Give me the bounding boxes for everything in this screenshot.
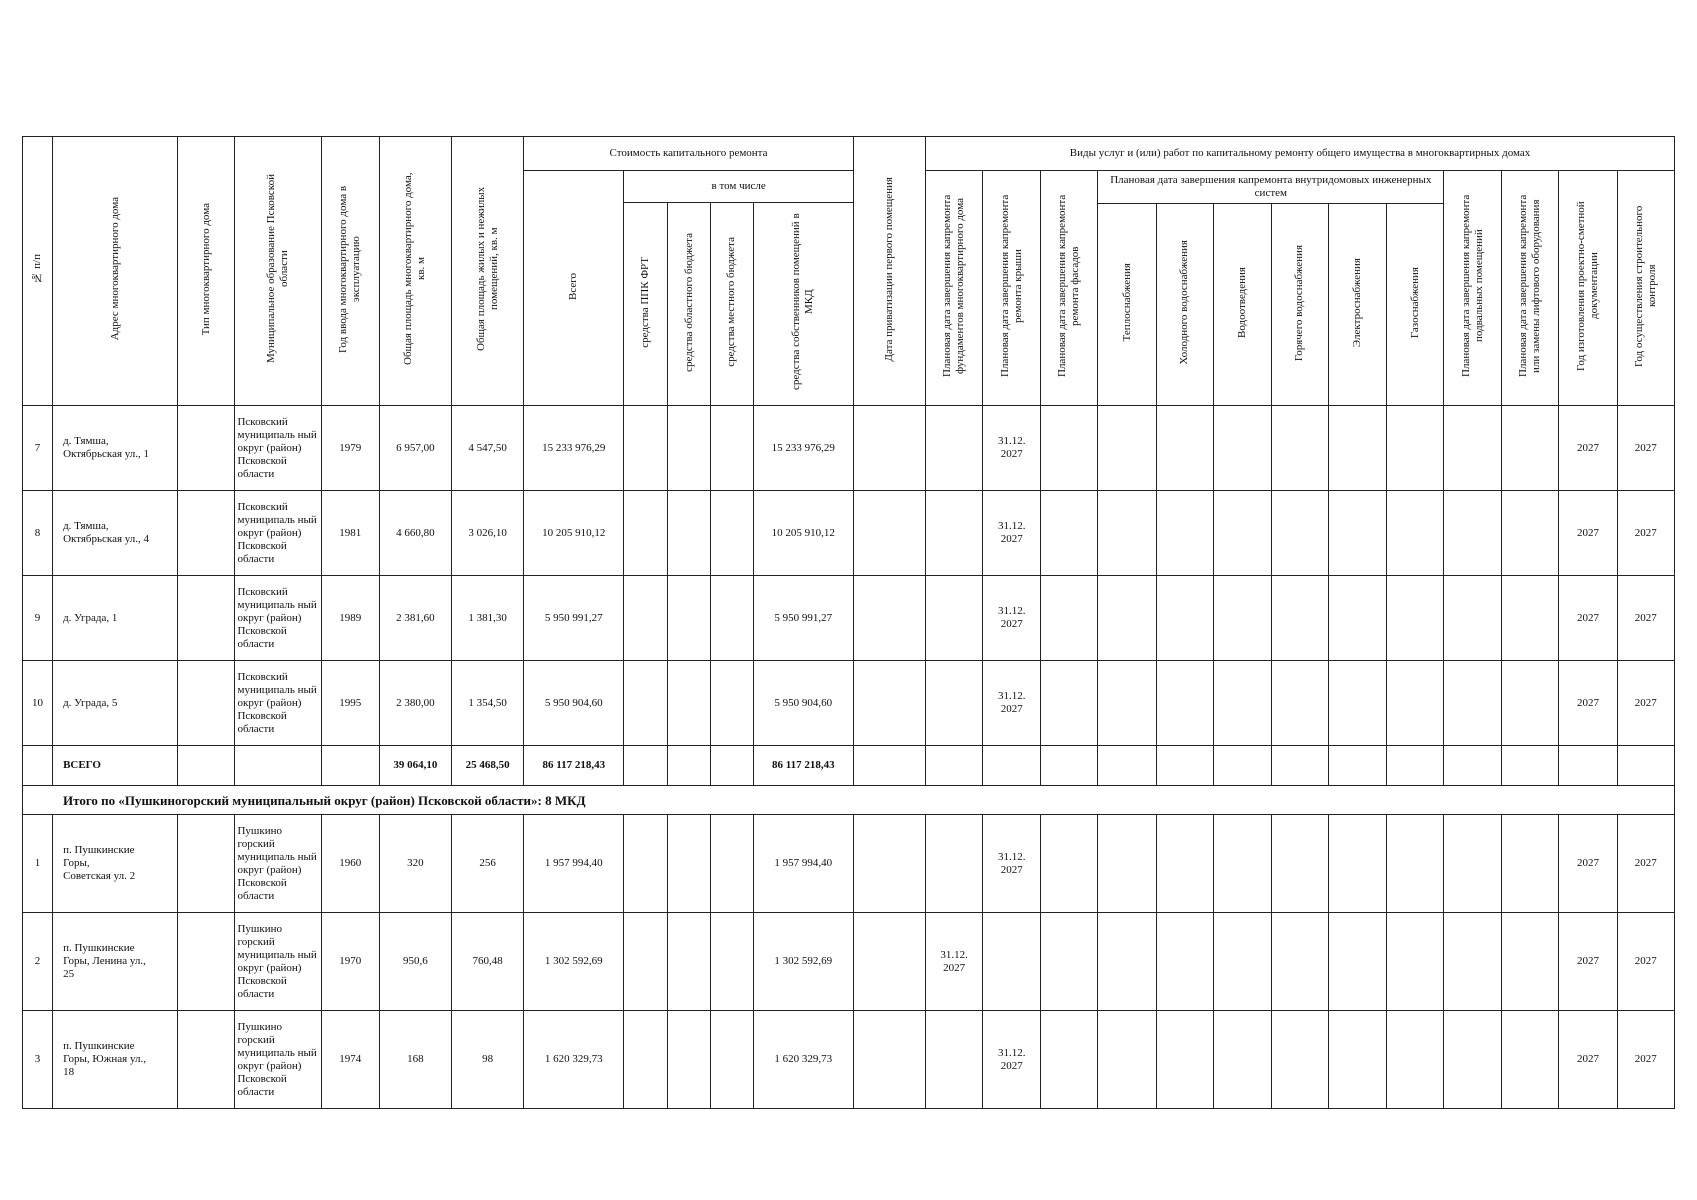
- cell-num: 8: [23, 491, 53, 576]
- section-title: Итого по «Пушкиногорский муниципальный округ (район) Псковской области»: 8 МКД: [23, 786, 1675, 815]
- header-sewer: Водоотведения: [1213, 204, 1271, 406]
- cell-heat: [1098, 1011, 1156, 1109]
- cell-gas: [1387, 913, 1444, 1011]
- cell-address: п. Пушкинские Горы, Ленина ул., 25: [53, 913, 178, 1011]
- cell-roof: 31.12. 2027: [983, 1011, 1041, 1109]
- cell-design-year: 2027: [1559, 406, 1617, 491]
- header-basement: Плановая дата завершения капремонта подвальных помещений: [1444, 171, 1502, 406]
- cell-owners: 10 205 910,12: [753, 491, 853, 576]
- cell-control-year: 2027: [1617, 576, 1674, 661]
- table-header: [23, 137, 1675, 406]
- cell-heat: [1098, 406, 1156, 491]
- total-area: 39 064,10: [379, 746, 451, 786]
- cell-municipality: Псковский муниципаль ный округ (район) Псковской области: [235, 661, 321, 746]
- total-row: [23, 746, 1675, 786]
- header-cost-group: Стоимость капитального ремонта: [524, 137, 854, 171]
- cell-cost-total: 15 233 976,29: [524, 406, 624, 491]
- cell-year-built: 1995: [321, 661, 379, 746]
- cell-municipality: Псковский муниципаль ный округ (район) Псковской области: [235, 491, 321, 576]
- cell-privatization: [853, 1011, 925, 1109]
- cell-hot-water: [1271, 406, 1328, 491]
- cell-design-year: 2027: [1559, 576, 1617, 661]
- header-total-area: Общая площадь многоквартирного дома, кв. м: [379, 137, 451, 406]
- cell-roof: 31.12. 2027: [983, 815, 1041, 913]
- cell-ppk: [624, 815, 668, 913]
- cell-facade: [1041, 913, 1098, 1011]
- cell-foundation: [926, 815, 983, 913]
- cell-facade: [1041, 576, 1098, 661]
- cell-gas: [1387, 815, 1444, 913]
- header-hot-water: Горячего водоснабжения: [1271, 204, 1328, 406]
- cell-gas: [1387, 491, 1444, 576]
- cell-control-year: 2027: [1617, 815, 1674, 913]
- table-row: [23, 1011, 1675, 1109]
- cell-living-area: 98: [451, 1011, 523, 1109]
- table-row: [23, 913, 1675, 1011]
- cell-num: 1: [23, 815, 53, 913]
- cell-electric: [1328, 913, 1386, 1011]
- cell-basement: [1444, 491, 1502, 576]
- cell-local: [710, 661, 753, 746]
- section-row: [23, 786, 1675, 815]
- header-address: Адрес многоквартирного дома: [53, 137, 178, 406]
- cell-living-area: 256: [451, 815, 523, 913]
- cell-roof: 31.12. 2027: [983, 406, 1041, 491]
- cell-roof: 31.12. 2027: [983, 661, 1041, 746]
- table-row: [23, 406, 1675, 491]
- cell-sewer: [1213, 406, 1271, 491]
- header-year-built: Год ввода многоквартирного дома в эксплуатацию: [321, 137, 379, 406]
- cell-hot-water: [1271, 661, 1328, 746]
- cell-cold-water: [1156, 913, 1213, 1011]
- cell-heat: [1098, 661, 1156, 746]
- cell-address: п. Пушкинские Горы, Советская ул. 2: [53, 815, 178, 913]
- cell-total-area: 4 660,80: [379, 491, 451, 576]
- cell-electric: [1328, 406, 1386, 491]
- cell-electric: [1328, 661, 1386, 746]
- cell-cost-total: 5 950 904,60: [524, 661, 624, 746]
- cell-gas: [1387, 1011, 1444, 1109]
- cell-control-year: 2027: [1617, 406, 1674, 491]
- cell-sewer: [1213, 661, 1271, 746]
- cell-sewer: [1213, 491, 1271, 576]
- cell-regional: [668, 815, 710, 913]
- cell-electric: [1328, 576, 1386, 661]
- cell-sewer: [1213, 815, 1271, 913]
- header-cost-total: Всего: [524, 171, 624, 406]
- header-electric: Электроснабжения: [1328, 204, 1386, 406]
- cell-privatization: [853, 913, 925, 1011]
- header-cold-water: Холодного водоснабжения: [1156, 204, 1213, 406]
- cell-num: 10: [23, 661, 53, 746]
- cell-owners: 15 233 976,29: [753, 406, 853, 491]
- cell-year-built: 1989: [321, 576, 379, 661]
- cell-type: [178, 491, 235, 576]
- cell-control-year: 2027: [1617, 913, 1674, 1011]
- cell-foundation: [926, 661, 983, 746]
- cell-hot-water: [1271, 491, 1328, 576]
- cell-basement: [1444, 406, 1502, 491]
- cell-gas: [1387, 661, 1444, 746]
- cell-address: п. Пушкинские Горы, Южная ул., 18: [53, 1011, 178, 1109]
- cell-total-area: 950,6: [379, 913, 451, 1011]
- cell-privatization: [853, 406, 925, 491]
- cell-local: [710, 913, 753, 1011]
- cell-regional: [668, 406, 710, 491]
- cell-type: [178, 815, 235, 913]
- cell-privatization: [853, 661, 925, 746]
- cell-municipality: Пушкино горский муниципаль ный округ (район) Псковской области: [235, 815, 321, 913]
- cell-ppk: [624, 491, 668, 576]
- cell-facade: [1041, 491, 1098, 576]
- cell-address: д. Тямша, Октябрьская ул., 4: [53, 491, 178, 576]
- cell-local: [710, 576, 753, 661]
- header-facade: Плановая дата завершения капремонта ремонта фасадов: [1041, 171, 1098, 406]
- header-design-year: Год изготовления проектно-сметной документации: [1559, 171, 1617, 406]
- cell-num: 9: [23, 576, 53, 661]
- cell-basement: [1444, 815, 1502, 913]
- cell-hot-water: [1271, 815, 1328, 913]
- header-gas: Газоснабжения: [1387, 204, 1444, 406]
- cell-address: д. Уграда, 1: [53, 576, 178, 661]
- cell-cold-water: [1156, 576, 1213, 661]
- cell-living-area: 4 547,50: [451, 406, 523, 491]
- cell-year-built: 1974: [321, 1011, 379, 1109]
- cell-design-year: 2027: [1559, 661, 1617, 746]
- table-body-top: [23, 406, 1675, 746]
- total-living: 25 468,50: [451, 746, 523, 786]
- cell-cost-total: 5 950 991,27: [524, 576, 624, 661]
- cell-electric: [1328, 491, 1386, 576]
- table-total: [23, 746, 1675, 815]
- header-living-area: Общая площадь жилых и нежилых помещений, кв. м: [451, 137, 523, 406]
- cell-regional: [668, 1011, 710, 1109]
- header-municipality: Муниципальное образование Псковской области: [235, 137, 321, 406]
- cell-foundation: [926, 406, 983, 491]
- cell-design-year: 2027: [1559, 913, 1617, 1011]
- cell-basement: [1444, 576, 1502, 661]
- cell-foundation: [926, 1011, 983, 1109]
- cell-elevator: [1502, 1011, 1559, 1109]
- header-systems-group: Плановая дата завершения капремонта внутридомовых инженерных систем: [1098, 171, 1444, 204]
- cell-cost-total: 1 620 329,73: [524, 1011, 624, 1109]
- cell-total-area: 2 380,00: [379, 661, 451, 746]
- cell-cold-water: [1156, 491, 1213, 576]
- capital-repair-table: [22, 136, 1675, 1109]
- cell-cold-water: [1156, 661, 1213, 746]
- cell-elevator: [1502, 491, 1559, 576]
- cell-local: [710, 406, 753, 491]
- cell-cold-water: [1156, 406, 1213, 491]
- cell-elevator: [1502, 661, 1559, 746]
- cell-owners: 1 957 994,40: [753, 815, 853, 913]
- cell-address: д. Тямша, Октябрьская ул., 1: [53, 406, 178, 491]
- cell-total-area: 168: [379, 1011, 451, 1109]
- cell-num: 7: [23, 406, 53, 491]
- cell-foundation: [926, 491, 983, 576]
- cell-cold-water: [1156, 815, 1213, 913]
- total-owners: 86 117 218,43: [753, 746, 853, 786]
- cell-type: [178, 406, 235, 491]
- cell-cost-total: 10 205 910,12: [524, 491, 624, 576]
- cell-living-area: 1 354,50: [451, 661, 523, 746]
- cell-year-built: 1960: [321, 815, 379, 913]
- cell-heat: [1098, 491, 1156, 576]
- cell-elevator: [1502, 576, 1559, 661]
- cell-address: д. Уграда, 5: [53, 661, 178, 746]
- cell-municipality: Псковский муниципаль ный округ (район) Псковской области: [235, 576, 321, 661]
- header-incl: в том числе: [624, 171, 854, 203]
- cell-electric: [1328, 815, 1386, 913]
- table-row: [23, 661, 1675, 746]
- capital-repair-table-sheet: [22, 136, 1675, 1109]
- cell-total-area: 320: [379, 815, 451, 913]
- cell-privatization: [853, 815, 925, 913]
- cell-hot-water: [1271, 913, 1328, 1011]
- cell-num: 3: [23, 1011, 53, 1109]
- cell-hot-water: [1271, 1011, 1328, 1109]
- cell-control-year: 2027: [1617, 1011, 1674, 1109]
- cell-design-year: 2027: [1559, 491, 1617, 576]
- cell-sewer: [1213, 913, 1271, 1011]
- cell-elevator: [1502, 406, 1559, 491]
- cell-total-area: 2 381,60: [379, 576, 451, 661]
- header-owners: средства собственников помещений в МКД: [753, 203, 853, 406]
- cell-type: [178, 576, 235, 661]
- cell-roof: 31.12. 2027: [983, 491, 1041, 576]
- header-privatization: Дата приватизации первого помещения: [853, 137, 925, 406]
- cell-basement: [1444, 661, 1502, 746]
- cell-regional: [668, 576, 710, 661]
- cell-design-year: 2027: [1559, 1011, 1617, 1109]
- cell-design-year: 2027: [1559, 815, 1617, 913]
- cell-hot-water: [1271, 576, 1328, 661]
- cell-year-built: 1970: [321, 913, 379, 1011]
- cell-num: 2: [23, 913, 53, 1011]
- cell-total-area: 6 957,00: [379, 406, 451, 491]
- cell-facade: [1041, 406, 1098, 491]
- cell-regional: [668, 491, 710, 576]
- cell-type: [178, 1011, 235, 1109]
- table-body-bottom: [23, 815, 1675, 1109]
- cell-regional: [668, 913, 710, 1011]
- cell-facade: [1041, 661, 1098, 746]
- cell-heat: [1098, 815, 1156, 913]
- cell-ppk: [624, 406, 668, 491]
- cell-living-area: 760,48: [451, 913, 523, 1011]
- header-type: Тип многоквартирного дома: [178, 137, 235, 406]
- header-foundation: Плановая дата завершения капремонта фундаментов многоквартирного дома: [926, 171, 983, 406]
- cell-privatization: [853, 576, 925, 661]
- header-heat: Теплоснабжения: [1098, 204, 1156, 406]
- cell-cold-water: [1156, 1011, 1213, 1109]
- cell-ppk: [624, 913, 668, 1011]
- cell-year-built: 1979: [321, 406, 379, 491]
- cell-ppk: [624, 1011, 668, 1109]
- cell-gas: [1387, 576, 1444, 661]
- cell-year-built: 1981: [321, 491, 379, 576]
- cell-municipality: Пушкино горский муниципаль ный округ (район) Псковской области: [235, 1011, 321, 1109]
- table-row: [23, 491, 1675, 576]
- cell-control-year: 2027: [1617, 661, 1674, 746]
- cell-roof: 31.12. 2027: [983, 576, 1041, 661]
- cell-elevator: [1502, 913, 1559, 1011]
- cell-owners: 5 950 991,27: [753, 576, 853, 661]
- cell-ppk: [624, 661, 668, 746]
- header-local: средства местного бюджета: [710, 203, 753, 406]
- header-works-group: Виды услуг и (или) работ по капитальному ремонту общего имущества в многоквартирных домах: [926, 137, 1675, 171]
- header-elevator: Плановая дата завершения капремонта или замены лифтового оборудования: [1502, 171, 1559, 406]
- cell-privatization: [853, 491, 925, 576]
- cell-foundation: 31.12. 2027: [926, 913, 983, 1011]
- cell-regional: [668, 661, 710, 746]
- header-control-year: Год осуществления строительного контроля: [1617, 171, 1674, 406]
- header-num: № п/п: [23, 137, 53, 406]
- cell-living-area: 1 381,30: [451, 576, 523, 661]
- cell-facade: [1041, 815, 1098, 913]
- header-ppk: средства ППК ФРТ: [624, 203, 668, 406]
- cell-foundation: [926, 576, 983, 661]
- cell-local: [710, 1011, 753, 1109]
- cell-cost-total: 1 302 592,69: [524, 913, 624, 1011]
- cell-local: [710, 491, 753, 576]
- cell-cost-total: 1 957 994,40: [524, 815, 624, 913]
- total-cost: 86 117 218,43: [524, 746, 624, 786]
- cell-municipality: Пушкино горский муниципаль ный округ (район) Псковской области: [235, 913, 321, 1011]
- cell-elevator: [1502, 815, 1559, 913]
- total-label: ВСЕГО: [53, 746, 178, 786]
- cell-electric: [1328, 1011, 1386, 1109]
- cell-type: [178, 913, 235, 1011]
- cell-heat: [1098, 576, 1156, 661]
- table-row: [23, 576, 1675, 661]
- cell-owners: 5 950 904,60: [753, 661, 853, 746]
- header-regional: средства областного бюджета: [668, 203, 710, 406]
- cell-gas: [1387, 406, 1444, 491]
- cell-living-area: 3 026,10: [451, 491, 523, 576]
- cell-sewer: [1213, 1011, 1271, 1109]
- cell-local: [710, 815, 753, 913]
- cell-basement: [1444, 913, 1502, 1011]
- cell-basement: [1444, 1011, 1502, 1109]
- cell-heat: [1098, 913, 1156, 1011]
- cell-facade: [1041, 1011, 1098, 1109]
- cell-control-year: 2027: [1617, 491, 1674, 576]
- cell-owners: 1 620 329,73: [753, 1011, 853, 1109]
- cell-ppk: [624, 576, 668, 661]
- cell-roof: [983, 913, 1041, 1011]
- header-roof: Плановая дата завершения капремонта ремонта крыши: [983, 171, 1041, 406]
- cell-owners: 1 302 592,69: [753, 913, 853, 1011]
- cell-sewer: [1213, 576, 1271, 661]
- table-row: [23, 815, 1675, 913]
- cell-municipality: Псковский муниципаль ный округ (район) Псковской области: [235, 406, 321, 491]
- cell-type: [178, 661, 235, 746]
